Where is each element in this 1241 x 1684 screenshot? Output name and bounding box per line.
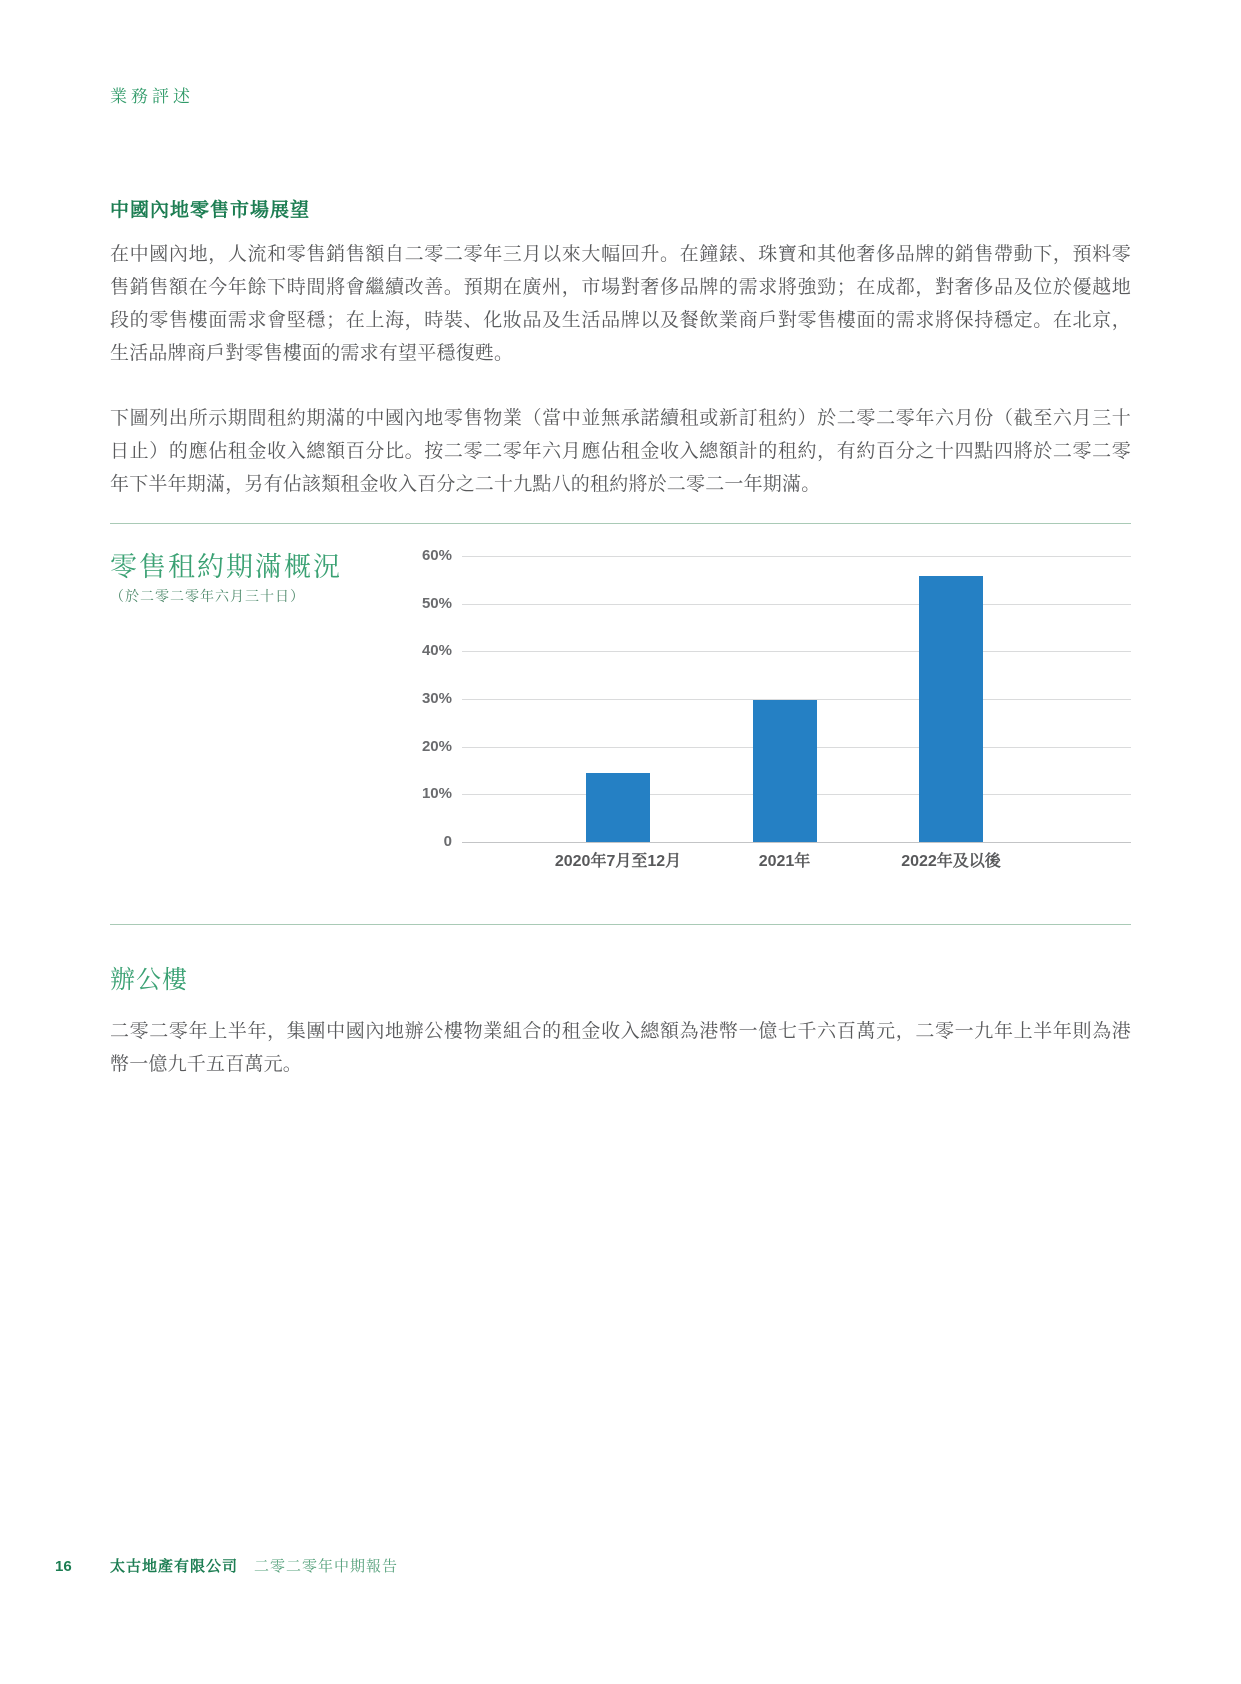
y-tick-label: 50% [421,594,452,612]
x-tick-label: 2020年7月至12月 [554,853,682,870]
paragraph-line: 二零二零年上半年，集團中國內地辦公樓物業組合的租金收入總額為港幣一億七千六百萬元，二零一九年上半年則為港 [110,1021,1131,1042]
chart-plot [421,547,1131,870]
footer-company-name: 太古地產有限公司 [110,1558,239,1575]
bar-1 [586,773,650,842]
bottom-chart-divider [110,924,1131,925]
retail-market-section-title: 中國內地零售市場展望 [110,200,311,221]
paragraph-line: 日止）的應佔租金收入總額百分比。按二零二零年六月應佔租金收入總額計的租約，有約百分之十四點四將於二零二零 [110,441,1131,462]
paragraph-line: 段的零售樓面需求會堅穩；在上海，時裝、化妝品及生活品牌以及餐飲業商戶對零售樓面的需求將保持穩定。在北京， [110,310,1131,331]
y-tick-label: 40% [421,642,452,660]
page-header: 業務評述 [110,87,194,106]
retail-market-paragraph-1 [110,238,1131,370]
y-tick-label: 10% [421,785,452,803]
paragraph-line: 幣一億九千五百萬元。 [110,1054,303,1075]
paragraph-line: 下圖列出所示期間租約期滿的中國內地零售物業（當中並無承諾續租或新訂租約）於二零二零年六月份（截至六月三十 [110,408,1131,429]
offices-paragraph [110,1015,1131,1081]
y-tick-label: 30% [421,690,452,707]
bar-2 [753,700,817,842]
footer-report-title: 二零二零年中期報告 [254,1558,399,1575]
gridline [462,556,1131,557]
x-tick-label: 2022年及以後 [901,853,1001,870]
y-tick-label: 60% [421,547,452,564]
top-chart-divider [110,523,1131,524]
gridline [462,604,1131,605]
chart-subtitle: （於二零二零年六月三十日） [110,588,305,604]
y-tick-label: 0 [443,833,452,850]
retail-market-paragraph-2 [110,402,1131,501]
y-tick-label: 20% [421,737,452,755]
page-number: 16 [55,1558,72,1575]
gridline [462,651,1131,652]
bar-3 [919,576,983,842]
paragraph-line: 售銷售額在今年餘下時間將會繼續改善。預期在廣州，市場對奢侈品牌的需求將強勁；在成都，對奢侈品及位於優越地 [110,277,1131,298]
page-footer [55,1555,398,1576]
paragraph-line: 年下半年期滿，另有佔該類租金收入百分之二十九點八的租約將於二零二一年期滿。 [110,474,821,495]
chart-title: 零售租約期滿概況 [110,552,342,582]
x-axis-baseline [462,842,1131,843]
paragraph-line: 生活品牌商戶對零售樓面的需求有望平穩復甦。 [110,343,514,364]
paragraph-line: 在中國內地，人流和零售銷售額自二零二零年三月以來大幅回升。在鐘錶、珠寶和其他奢侈品牌的銷售帶動下，預料零 [110,244,1131,265]
x-tick-label: 2021年 [758,853,811,870]
offices-section-title: 辦公樓 [110,966,189,994]
